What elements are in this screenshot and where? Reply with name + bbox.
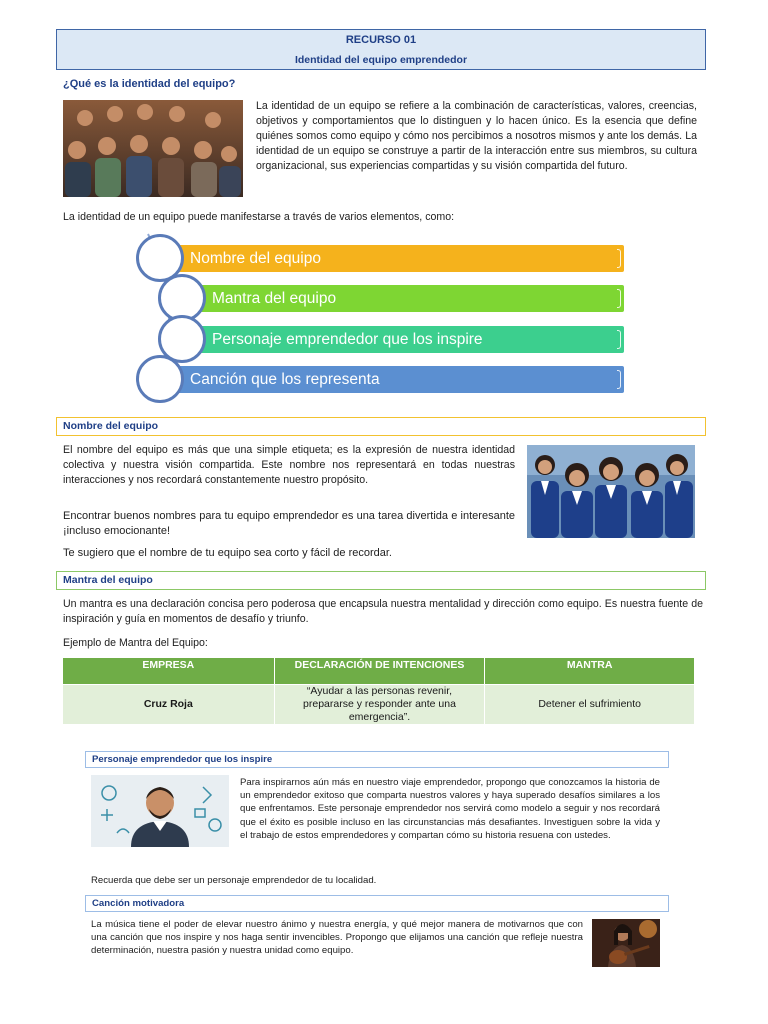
table-header-cell: EMPRESA	[63, 658, 275, 685]
table-header-row	[63, 658, 695, 685]
team-group-photo	[63, 100, 243, 197]
resource-number: RECURSO 01	[345, 34, 417, 46]
diagram-item-team-mantra	[188, 285, 624, 312]
resource-title: Identidad del equipo emprendedor	[294, 54, 468, 66]
diagram-item-label: Nombre del equipo	[190, 249, 321, 267]
inspiring-character-paragraph: Para inspirarnos aún más en nuestro viaje emprendedor, propongo que conozcamos la historia de un emprendedor exitoso que comparta nuestros valores y haya superado desafíos similares a los que enfrentamos. Este personaje emprendedor nos servirá como modelo a seguir y nos recordará que el éxito es posible incluso en las circunstancias más desafiantes. Investiguen sobre la vida y el trabajo de estos emprendedores y compartan cómo su historia resuena con ustedes.	[240, 777, 660, 841]
identity-elements-diagram	[130, 232, 630, 402]
diagram-item-team-name	[164, 245, 624, 272]
entrepreneur-illustration	[91, 775, 229, 847]
team-name-paragraph: El nombre del equipo es más que una simple etiqueta; es la expresión de nuestra identidad colectiva y nuestra visión compartida. Este nombre nos representará en todas nuestras interacciones y nos recordará constantemente nuestro propósito.	[63, 444, 515, 486]
table-row	[63, 685, 695, 725]
table-header-cell: DECLARACIÓN DE INTENCIONES	[274, 658, 485, 685]
guitar-player-photo	[592, 919, 660, 967]
team-name-tip: Encontrar buenos nombres para tu equipo emprendedor es una tarea divertida e interesante ¡incluso emocionante!	[63, 510, 515, 537]
table-cell-statement: “Ayudar a las personas revenir, prepararse y responder ante una emergencia”.	[274, 685, 485, 725]
section-heading-motivating-song: Canción motivadora	[85, 895, 669, 912]
diagram-item-label: Personaje emprendedor que los inspire	[212, 330, 483, 348]
mantra-example-table	[62, 657, 695, 725]
table-cell-company: Cruz Roja	[63, 685, 275, 725]
mantra-paragraph: Un mantra es una declaración concisa pero poderosa que encapsula nuestra mentalidad y dirección como equipo. Es nuestra fuente de inspiración y guía en momentos de desafío y triunfo.	[63, 598, 703, 625]
diagram-item-label: Mantra del equipo	[212, 289, 337, 307]
table-cell-mantra: Detener el sufrimiento	[485, 685, 695, 725]
section-heading-team-name: Nombre del equipo	[56, 417, 706, 436]
resource-header	[56, 29, 706, 70]
section-heading-team-mantra: Mantra del equipo	[56, 571, 706, 590]
inspiring-character-paragraph-wrap	[240, 776, 660, 842]
diagram-item-team-song	[164, 366, 624, 393]
diagram-item-label: Canción que los representa	[190, 370, 380, 388]
students-uniform-photo	[527, 445, 695, 538]
elements-lead-text: La identidad de un equipo puede manifestarse a través de varios elementos, como:	[63, 211, 455, 223]
motivating-song-paragraph: La música tiene el poder de elevar nuestro ánimo y nuestra energía, y qué mejor manera de motivarnos que con una canción que nos inspire y nos haga sentir invencibles. Propongo que elijamos una canción que refleje nuestra determinación, nuestra pasión y nuestra unidad como equipo.	[91, 919, 583, 957]
mantra-example-label: Ejemplo de Mantra del Equipo:	[63, 637, 208, 649]
diagram-item-inspiring-character	[188, 326, 624, 353]
section-heading-inspiring-character: Personaje emprendedor que los inspire	[85, 751, 669, 768]
table-header-cell: MANTRA	[485, 658, 695, 685]
intro-paragraph: La identidad de un equipo se refiere a la combinación de características, valores, creencias, objetivos y comportamientos que lo distinguen y lo hacen único. Es la esencia que define quiénes somos como equipo y cómo nos percibimos a nosotros mismos y ante los demás. La identidad de un equipo se construye a partir de la interacción entre sus miembros, su cultura organizacional, sus experiencias compartidas y su visión compartida del futuro.	[256, 100, 697, 172]
diagram-bullet-circle	[136, 355, 184, 403]
team-name-suggestion: Te sugiero que el nombre de tu equipo sea corto y fácil de recordar.	[63, 547, 392, 559]
local-character-reminder: Recuerda que debe ser un personaje emprendedor de tu localidad.	[91, 875, 377, 886]
intro-question: ¿Qué es la identidad del equipo?	[63, 78, 236, 90]
